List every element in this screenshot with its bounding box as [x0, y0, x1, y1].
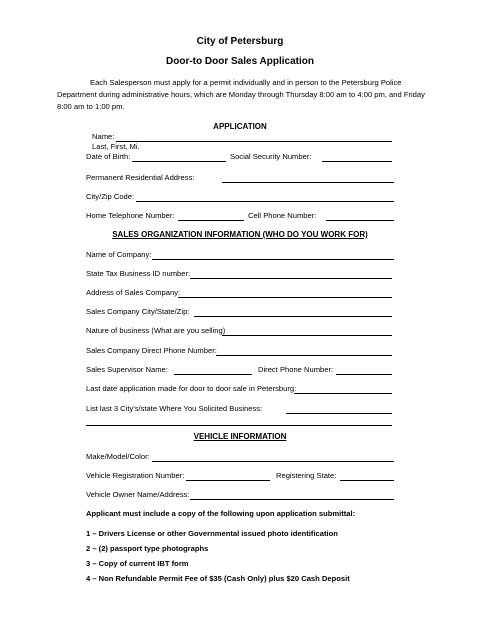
nature-row: [86, 326, 396, 338]
dob-field[interactable]: [132, 161, 226, 162]
registration-field[interactable]: [186, 480, 270, 481]
supervisor-phone-field[interactable]: [336, 374, 392, 375]
requirement-item: 4 – Non Refundable Permit Fee of $35 (Cash Only) plus $20 Cash Deposit: [86, 574, 350, 583]
home-phone-label: Home Telephone Number:: [86, 211, 175, 220]
last-date-label: Last date application made for door to door sale in Petersburg:: [86, 384, 297, 393]
cell-phone-label: Cell Phone Number:: [248, 211, 317, 220]
name-hint: Last, First, Mi.: [92, 142, 140, 151]
city-zip-row: [86, 192, 396, 204]
address-label: Permanent Residential Address:: [86, 173, 195, 182]
company-address-label: Address of Sales Company:: [86, 288, 181, 297]
phone-row: [86, 211, 396, 223]
sales-org-heading: SALES ORGANIZATION INFORMATION (WHO DO YOU WORK FOR): [112, 230, 368, 239]
requirement-item: 1 – Drivers License or other Governmental issued photo identification: [86, 529, 338, 538]
make-row: [86, 452, 396, 464]
form-title: Door-to Door Sales Application: [166, 56, 314, 67]
owner-label: Vehicle Owner Name/Address:: [86, 490, 190, 499]
intro-line-2: Department during administrative hours, which are Monday through Thursday 8:00 am to 4:00 pm, and Friday: [57, 90, 425, 99]
make-label: Make/Model/Color:: [86, 452, 150, 461]
city-zip-label: City/Zip Code:: [86, 192, 135, 201]
company-address-row: [86, 288, 396, 300]
owner-row: [86, 490, 396, 502]
name-label: Name:: [92, 132, 115, 141]
cities-field[interactable]: [286, 413, 392, 414]
company-city-row: [86, 307, 396, 319]
owner-field[interactable]: [190, 499, 394, 500]
vehicle-heading: VEHICLE INFORMATION: [193, 432, 287, 441]
cities-field-extra-line[interactable]: [86, 425, 392, 426]
state-label: Registering State:: [276, 471, 337, 480]
registration-label: Vehicle Registration Number:: [86, 471, 185, 480]
ssn-label: Social Security Number:: [230, 152, 312, 161]
last-date-row: [86, 384, 396, 396]
state-field[interactable]: [340, 480, 394, 481]
company-field[interactable]: [152, 259, 394, 260]
tax-id-field[interactable]: [190, 278, 392, 279]
direct-phone-field[interactable]: [216, 355, 392, 356]
ssn-field[interactable]: [322, 161, 392, 162]
home-phone-field[interactable]: [178, 220, 244, 221]
tax-id-label: State Tax Business ID number:: [86, 269, 191, 278]
city-title: City of Petersburg: [196, 36, 284, 47]
last-date-field[interactable]: [294, 393, 392, 394]
intro-line-1: Each Salesperson must apply for a permit individually and in person to the Petersburg Police: [90, 78, 402, 87]
requirement-item: 2 – (2) passport type photographs: [86, 544, 209, 553]
registration-row: [86, 471, 396, 483]
dob-row: [86, 152, 396, 164]
cell-phone-field[interactable]: [326, 220, 394, 221]
requirements-heading: Applicant must include a copy of the following upon application submittal:: [86, 509, 356, 518]
direct-phone-row: [86, 346, 396, 358]
nature-label: Nature of business (What are you selling): [86, 326, 226, 335]
company-city-field[interactable]: [194, 316, 392, 317]
application-heading: APPLICATION: [213, 122, 267, 131]
address-row: [86, 173, 396, 185]
tax-id-row: [86, 269, 396, 281]
supervisor-field[interactable]: [174, 374, 252, 375]
company-row: [86, 250, 396, 262]
city-zip-field[interactable]: [136, 201, 394, 202]
requirement-item: 3 – Copy of current IBT form: [86, 559, 189, 568]
company-address-field[interactable]: [178, 297, 392, 298]
supervisor-phone-label: Direct Phone Number:: [258, 365, 334, 374]
intro-line-3: 8:00 am to 1:00 pm.: [57, 102, 125, 111]
cities-row: [86, 404, 396, 416]
nature-field[interactable]: [222, 335, 392, 336]
supervisor-row: [86, 365, 396, 377]
supervisor-label: Sales Supervisor Name:: [86, 365, 168, 374]
company-label: Name of Company:: [86, 250, 152, 259]
address-field[interactable]: [222, 182, 394, 183]
cities-label: List last 3 City's/state Where You Solicited Business:: [86, 404, 263, 413]
make-field[interactable]: [152, 461, 394, 462]
company-city-label: Sales Company City/State/Zip:: [86, 307, 190, 316]
direct-phone-label: Sales Company Direct Phone Number:: [86, 346, 217, 355]
dob-label: Date of Birth:: [86, 152, 131, 161]
